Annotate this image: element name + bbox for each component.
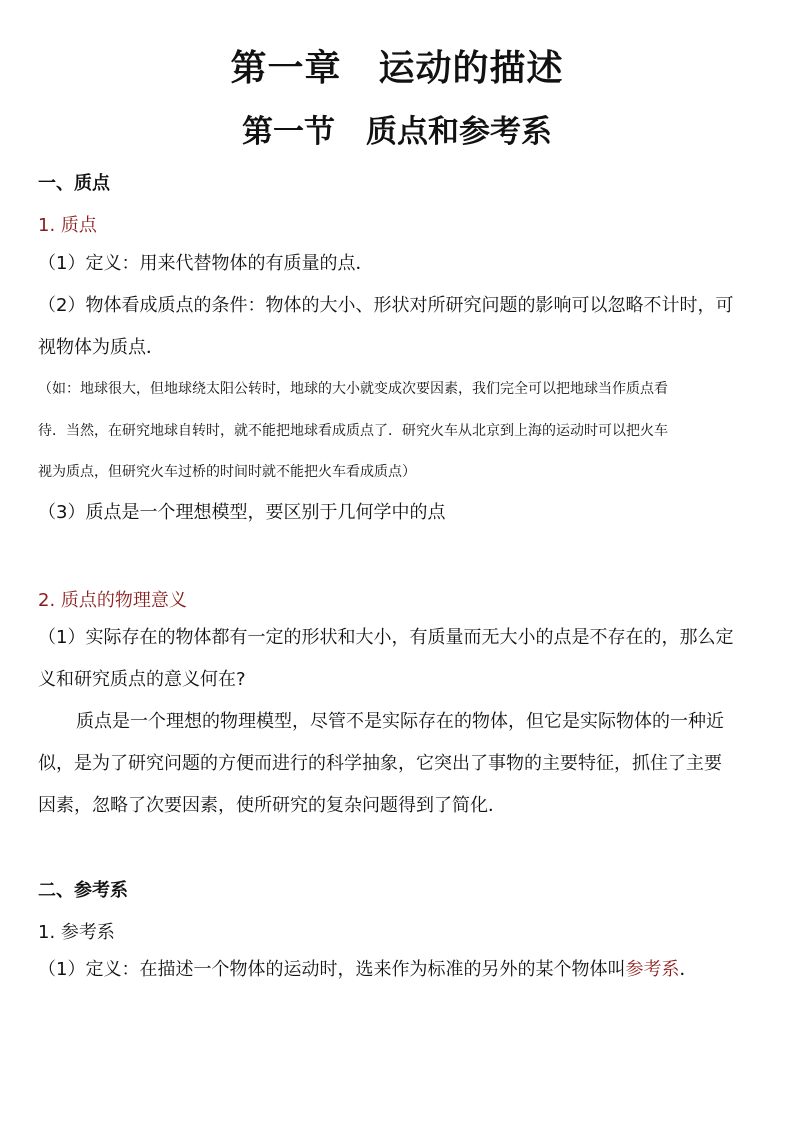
- answer-line-1: 质点是一个理想的物理模型，尽管不是实际存在的物体，但它是实际物体的一种近: [76, 711, 724, 732]
- example-note-line-2: 待．当然，在研究地球自转时，就不能把地球看成质点了．研究火车从北京到上海的运动时可以把火车: [38, 423, 668, 439]
- definition-line: （1）定义：用来代替物体的有质量的点．: [38, 253, 374, 274]
- section-title: 第一节 质点和参考系: [242, 114, 552, 150]
- definition-suffix: ．: [679, 959, 698, 980]
- part1-heading: 一、质点: [38, 173, 110, 194]
- answer-line-3: 因素，忽略了次要因素，使所研究的复杂问题得到了简化．: [38, 795, 506, 816]
- reference-frame-term: 参考系: [625, 959, 680, 980]
- question-line-2: 义和研究质点的意义何在?: [38, 669, 246, 690]
- reference-frame-definition: [38, 949, 697, 991]
- subsection-mass-point-label: 1. 质点: [38, 215, 97, 236]
- condition-line-1: （2）物体看成质点的条件：物体的大小、形状对所研究问题的影响可以忽略不计时，可: [38, 295, 734, 316]
- subsection-reference-frame-label: 1. 参考系: [38, 922, 115, 943]
- chapter-title: 第一章 运动的描述: [230, 48, 564, 89]
- example-note-line-1: （如：地球很大，但地球绕太阳公转时，地球的大小就变成次要因素，我们完全可以把地球当作质点看: [38, 381, 668, 397]
- definition-prefix: （1）定义：在描述一个物体的运动时，选来作为标准的另外的某个物体叫: [38, 959, 626, 980]
- subsection-physical-meaning-label: 2. 质点的物理意义: [38, 590, 187, 611]
- answer-line-2: 似，是为了研究问题的方便而进行的科学抽象，它突出了事物的主要特征，抓住了主要: [38, 753, 722, 774]
- ideal-model-line: （3）质点是一个理想模型，要区别于几何学中的点: [38, 502, 446, 523]
- condition-line-2: 视物体为质点．: [38, 337, 164, 358]
- part2-heading: 二、参考系: [38, 880, 128, 901]
- question-line-1: （1）实际存在的物体都有一定的形状和大小，有质量而无大小的点是不存在的，那么定: [38, 627, 734, 648]
- example-note-line-3: 视为质点，但研究火车过桥的时间时就不能把火车看成质点）: [38, 464, 416, 480]
